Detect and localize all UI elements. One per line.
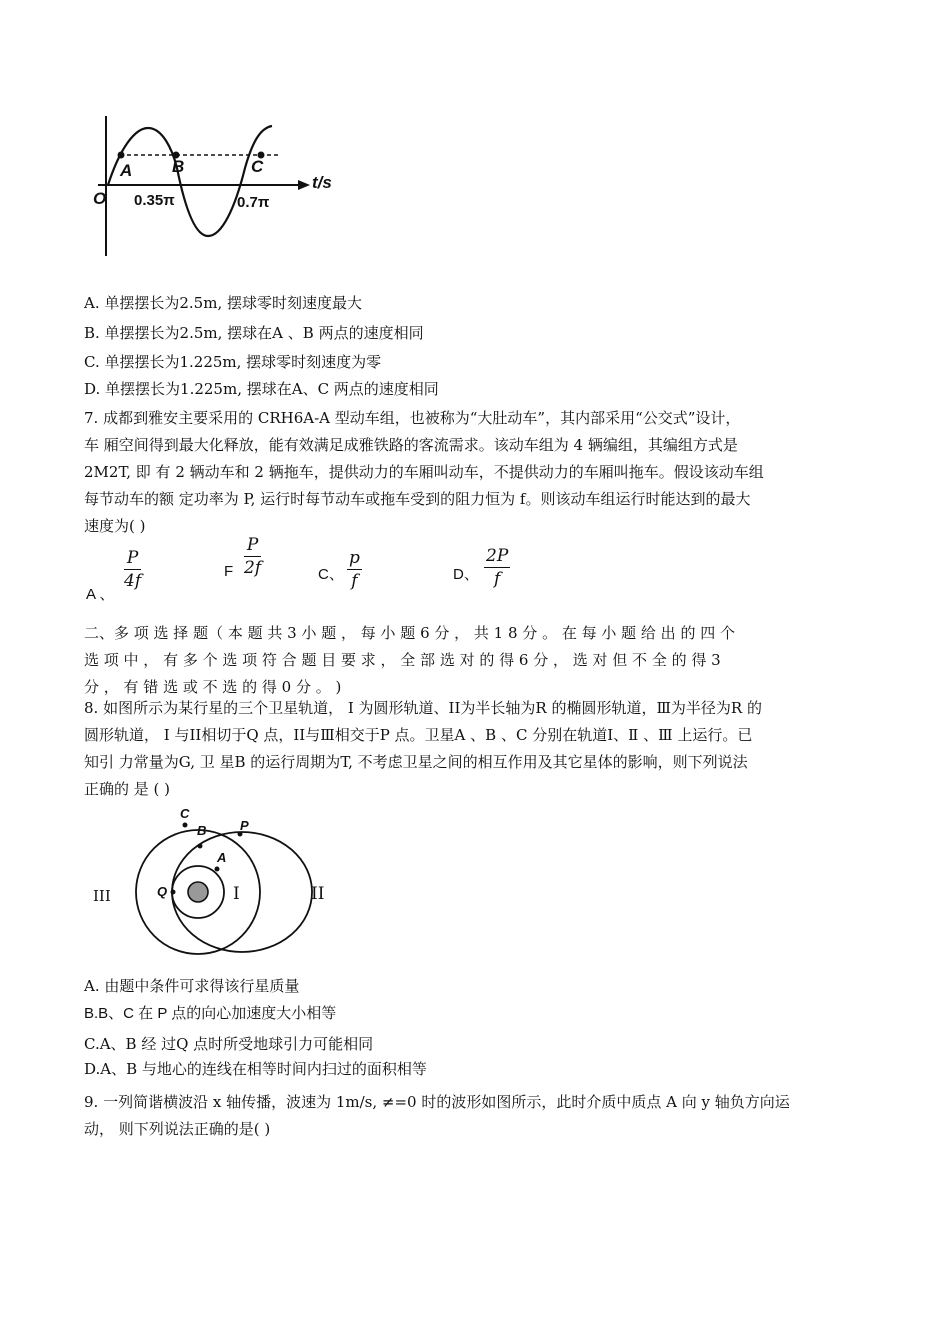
q8-option-c: C.A、B 经 过Q 点时所受地球引力可能相同 — [84, 1035, 374, 1053]
q7-option-d-fraction — [484, 546, 510, 589]
q7-line: 每节动车的额 定功率为 P, 运行时每节动车或拖车受到的阻力恒为 f。则该动车组运行时能达到的最大 — [84, 490, 751, 508]
q7-option-a-numerator: P — [126, 548, 139, 568]
q7-option-a-fraction — [124, 548, 141, 591]
orbit-label-p: P — [240, 818, 249, 833]
q6-option-c: C. 单摆摆长为1.225m, 摆球零时刻速度为零 — [84, 353, 382, 371]
q8-option-b: B.B、C 在 P 点的向心加速度大小相等 — [84, 1005, 337, 1022]
q8-line: 知引 力常量为G, 卫 星B 的运行周期为T, 不考虑卫星之间的相互作用及其它星体的影响，则下列说法 — [84, 753, 748, 771]
q7-option-d-denominator: f — [484, 567, 510, 589]
orbit-label-q: Q — [157, 884, 168, 899]
q7-line: 7. 成都到雅安主要采用的 CRH6A-A 型动车组，也被称为“大肚动车”，其内部采用“公交式”设计， — [84, 409, 741, 427]
q7-option-c-denominator: f — [347, 569, 362, 591]
q7-option-c-label: C、 — [318, 566, 344, 583]
orbit-label-i: I — [233, 884, 240, 904]
question-8 — [84, 695, 864, 803]
graph-axis-label: t/s — [312, 173, 332, 192]
q7-option-c-numerator: p — [349, 548, 360, 568]
q9-line: 动， 则下列说法正确的是( ) — [84, 1120, 271, 1138]
q7-option-d-label: D、 — [453, 566, 479, 583]
q8-option-a: A. 由题中条件可求得该行星质量 — [84, 977, 300, 995]
q8-line: 8. 如图所示为某行星的三个卫星轨道， I 为圆形轨道、II为半长轴为R 的椭圆形轨道，Ⅲ为半径为R 的 — [84, 699, 762, 717]
graph-origin: O — [93, 189, 107, 208]
q7-option-b-label: F — [224, 563, 234, 580]
q7-option-a-label: A 、 — [86, 586, 115, 603]
q6-option-a: A. 单摆摆长为2.5m, 摆球零时刻速度最大 — [84, 294, 362, 312]
graph-point-b: B — [172, 157, 185, 176]
pendulum-graph — [90, 108, 340, 268]
section-2-heading — [84, 620, 864, 701]
section-2-line: 选 项 中 ， 有 多 个 选 项 符 合 题 目 要 求 ， 全 部 选 对 的 得 6 分 ， 选 对 但 不 全 的 得 3 — [84, 651, 721, 669]
graph-tick-2: 0.7π — [237, 194, 270, 211]
q7-option-c-fraction — [347, 548, 362, 591]
orbit-label-a: A — [217, 850, 227, 865]
orbit-label-iii: III — [93, 887, 111, 905]
orbit-diagram — [125, 800, 335, 970]
orbit-label-c: C — [180, 806, 190, 821]
q7-line: 车 厢空间得到最大化释放，能有效满足成雅铁路的客流需求。该动车组为 4 辆编组，其编组方式是 — [84, 436, 738, 454]
q8-line: 正确的 是 ( ) — [84, 780, 171, 798]
q7-option-d-numerator: 2P — [486, 546, 509, 566]
section-2-line: 二、多 项 选 择 题（ 本 题 共 3 小 题 ， 每 小 题 6 分 ， 共 1 8 分 。 在 每 小 题 给 出 的 四 个 — [84, 624, 735, 642]
q8-line: 圆形轨道， I 与II相切于Q 点，II与Ⅲ相交于P 点。卫星A 、B 、C 分别在轨道Ⅰ、Ⅱ 、Ⅲ 上运行。已 — [84, 726, 753, 744]
question-9 — [84, 1089, 864, 1143]
orbit-label-b: B — [197, 823, 207, 838]
section-2-line: 分 ， 有 错 选 或 不 选 的 得 0 分 。 ) — [84, 678, 342, 696]
q6-option-d: D. 单摆摆长为1.225m, 摆球在A、C 两点的速度相同 — [84, 380, 439, 398]
q6-option-b: B. 单摆摆长为2.5m, 摆球在A 、B 两点的速度相同 — [84, 324, 424, 342]
q7-option-a-denominator: 4f — [124, 571, 142, 591]
q7-option-b-denominator: 2f — [244, 558, 262, 578]
orbit-label-ii: II — [311, 884, 325, 904]
graph-tick-1: 0.35π — [134, 192, 175, 209]
q7-line: 2M2T, 即 有 2 辆动车和 2 辆拖车，提供动力的车厢叫动车，不提供动力的车厢叫拖车。假设该动车组 — [84, 463, 764, 481]
graph-point-c: C — [251, 157, 264, 176]
q7-line: 速度为( ) — [84, 517, 146, 535]
graph-point-a: A — [120, 161, 133, 180]
q7-option-b-numerator: P — [246, 535, 259, 555]
q9-line: 9. 一列简谐横波沿 x 轴传播，波速为 1m/s, ≠=0 时的波形如图所示，此时介质中质点 A 向 y 轴负方向运 — [84, 1093, 790, 1111]
q8-option-d: D.A、B 与地心的连线在相等时间内扫过的面积相等 — [84, 1060, 427, 1078]
question-7 — [84, 405, 864, 540]
q7-option-b-fraction — [244, 535, 261, 578]
